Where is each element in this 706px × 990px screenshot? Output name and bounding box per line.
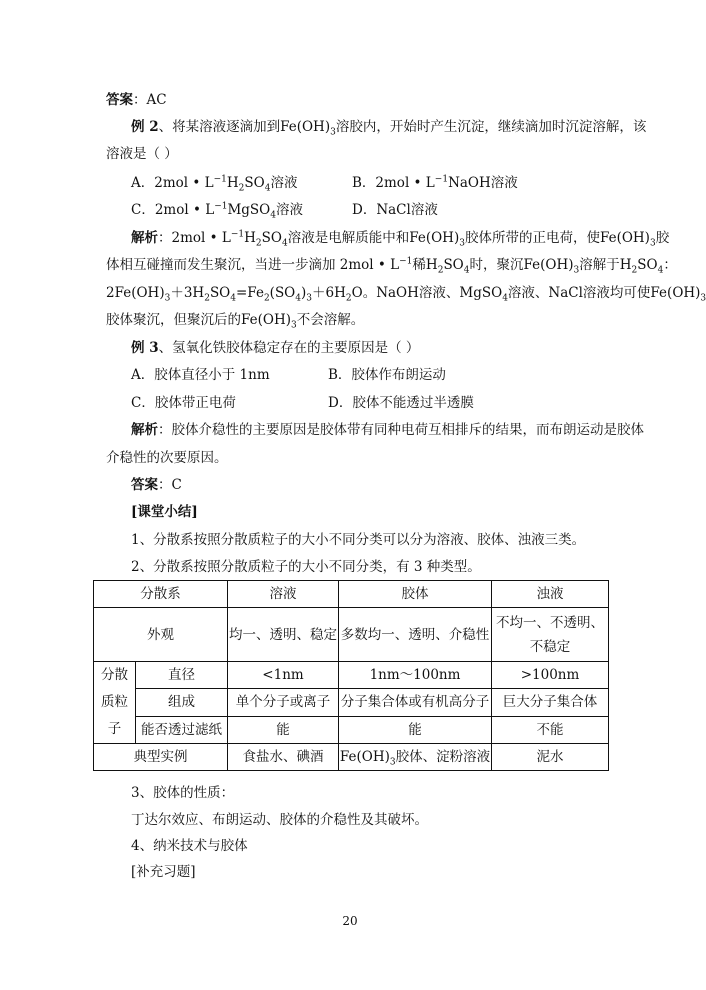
table-cell: 均一、透明、稳定 xyxy=(228,608,339,662)
subscript: 3 xyxy=(700,293,706,304)
subscript: 4 xyxy=(295,293,301,304)
analysis-2-line-2 xyxy=(106,255,677,275)
stem-text: 、将某溶液逐滴加到Fe(OH) xyxy=(158,119,331,135)
group-text: 子 xyxy=(107,721,122,737)
analysis-text: SO xyxy=(209,285,231,301)
answer-label: 答案 xyxy=(106,92,133,108)
option-a xyxy=(131,173,297,193)
option-text: 溶液 xyxy=(270,175,298,191)
subscript: 3 xyxy=(649,238,656,249)
analysis-text: ： xyxy=(663,257,677,273)
answer-sep: ： xyxy=(158,477,172,493)
row-label: 直径 xyxy=(136,662,228,689)
row-label: 外观 xyxy=(94,608,228,662)
analysis-text: SO xyxy=(637,257,658,273)
cell-text: 不稳定 xyxy=(529,638,571,655)
subscript: 3 xyxy=(306,293,313,304)
analysis-text: 2Fe(OH) xyxy=(106,285,165,301)
table-cell xyxy=(339,744,492,771)
example-label: 例 2 xyxy=(131,119,159,135)
table-cell: <1nm xyxy=(228,662,339,689)
analysis-text: 不会溶解。 xyxy=(296,312,365,328)
analysis-text: H xyxy=(244,230,256,246)
option-text: 溶液 xyxy=(275,202,303,218)
answer-value: AC xyxy=(146,92,167,108)
table-cell: 不能 xyxy=(492,716,609,743)
analysis-2-line-3 xyxy=(106,283,706,303)
table-cell: 分子集合体或有机高分子 xyxy=(339,689,492,716)
table-cell: 巨大分子集合体 xyxy=(492,689,609,716)
dispersion-system-table xyxy=(93,580,609,771)
option-text: A．2mol • L xyxy=(131,175,214,191)
subscript: 3 xyxy=(573,265,580,276)
option-b xyxy=(352,173,518,193)
answer-line xyxy=(106,90,167,110)
analysis-text: 稀H xyxy=(412,257,438,273)
option-text: MgSO xyxy=(227,202,271,218)
row-label: 组成 xyxy=(136,689,228,716)
subscript: 4 xyxy=(463,265,470,276)
table-cell: 能 xyxy=(228,716,339,743)
option-text: NaOH溶液 xyxy=(448,175,518,191)
subscript: 3 xyxy=(330,127,336,138)
cell-text: Fe(OH) xyxy=(339,749,390,765)
summary-paragraph: 4、纳米技术与胶体 xyxy=(131,838,248,854)
subscript: 2 xyxy=(238,183,245,194)
example-3-stem xyxy=(131,338,419,358)
answer-label: 答案 xyxy=(131,477,158,493)
subscript: 2 xyxy=(631,265,638,276)
table-cell: 单个分子或离子 xyxy=(228,689,339,716)
header-cell: 浊液 xyxy=(492,581,609,608)
analysis-text: ＋3H xyxy=(170,285,205,301)
header-cell: 胶体 xyxy=(339,581,492,608)
subscript: 3 xyxy=(459,238,465,249)
analysis-text: 溶解于H xyxy=(579,257,632,273)
summary-paragraph: 丁达尔效应、布朗运动、胶体的介稳性及其破坏。 xyxy=(131,812,428,828)
option-c xyxy=(131,200,303,220)
subscript: 4 xyxy=(230,293,236,304)
analysis-text: 胶体聚沉，但聚沉后的Fe(OH) xyxy=(106,312,291,328)
example-2-stem-cont: 溶液是（ ） xyxy=(106,146,178,162)
page-number: 20 xyxy=(342,914,358,928)
table-cell: 泥水 xyxy=(492,744,609,771)
analysis-text: O。NaOH溶液、MgSO xyxy=(351,285,503,301)
answer-line xyxy=(131,475,182,495)
subscript: 4 xyxy=(270,210,276,221)
analysis-text: 溶液、NaCl溶液均可使Fe(OH) xyxy=(507,285,701,301)
cell-text: 胶体、淀粉溶液 xyxy=(395,749,491,765)
option-c: C．胶体带正电荷 xyxy=(131,395,236,411)
stem-text: 、氢氧化铁胶体稳定存在的主要原因是（ ） xyxy=(158,340,420,356)
superscript: −1 xyxy=(214,201,228,212)
subscript: 2 xyxy=(437,265,444,276)
group-text: 分散 xyxy=(101,667,128,683)
table-row xyxy=(94,662,609,689)
answer-value: C xyxy=(171,477,182,493)
option-text: H xyxy=(226,175,239,191)
analysis-3-line-1 xyxy=(131,420,644,440)
table-cell: 能 xyxy=(339,716,492,743)
option-text: SO xyxy=(244,175,265,191)
section-heading: [课堂小结] xyxy=(131,504,198,520)
analysis-3-line-2: 介稳性的次要原因。 xyxy=(106,450,228,466)
option-d: D．NaCl溶液 xyxy=(352,202,438,218)
analysis-text: 体相互碰撞而发生聚沉，当进一步滴加 2mol • L xyxy=(106,257,400,273)
option-d: D．胶体不能透过半透膜 xyxy=(328,395,474,411)
summary-paragraph: 3、胶体的性质： xyxy=(131,785,235,801)
option-text: B．2mol • L xyxy=(352,175,435,191)
table-cell: 1nm～100nm xyxy=(339,662,492,689)
summary-paragraph: 2、分散系按照分散质粒子的大小不同分类，有 3 种类型。 xyxy=(131,559,481,575)
analysis-text: =Fe xyxy=(236,285,264,301)
subscript: 2 xyxy=(263,293,270,304)
header-cell: 溶液 xyxy=(228,581,339,608)
analysis-text: ) xyxy=(301,285,307,301)
analysis-label: 解析 xyxy=(131,230,158,246)
header-cell: 分散系 xyxy=(94,581,228,608)
row-label: 典型实例 xyxy=(94,744,228,771)
analysis-2-line-1 xyxy=(131,228,669,248)
superscript: −1 xyxy=(230,229,245,240)
table-cell: >100nm xyxy=(492,662,609,689)
answer-sep: ： xyxy=(133,92,147,108)
table-cell xyxy=(492,608,609,662)
analysis-text: 溶液是电解质能中和Fe(OH) xyxy=(287,230,460,246)
analysis-2-line-4 xyxy=(106,310,364,330)
option-b: B．胶体作布朗运动 xyxy=(328,367,446,383)
analysis-text: SO xyxy=(261,230,282,246)
superscript: −1 xyxy=(434,174,449,185)
subscript: 3 xyxy=(389,757,396,768)
analysis-text: 胶 xyxy=(655,230,670,246)
analysis-text: (SO xyxy=(269,285,296,301)
group-text: 质粒 xyxy=(101,694,128,710)
table-row xyxy=(94,716,609,743)
subscript: 4 xyxy=(264,183,271,194)
summary-paragraph: 1、分散系按照分散质粒子的大小不同分类可以分为溶液、胶体、浊液三类。 xyxy=(131,532,586,548)
table-cell: 食盐水、碘酒 xyxy=(228,744,339,771)
subscript: 4 xyxy=(657,265,664,276)
option-text: C．2mol • L xyxy=(131,202,215,218)
stem-text: 溶胶内，开始时产生沉淀，继续滴加时沉淀溶解，该 xyxy=(335,119,647,135)
subscript: 2 xyxy=(255,238,262,249)
analysis-text: ：2mol • L xyxy=(158,230,231,246)
option-a: A．胶体直径小于 1nm xyxy=(131,367,270,383)
subscript: 4 xyxy=(502,293,508,304)
superscript: −1 xyxy=(399,256,413,267)
subscript: 4 xyxy=(281,238,288,249)
analysis-label: 解析 xyxy=(131,422,158,438)
section-heading: [补充习题] xyxy=(131,864,196,880)
example-2-stem xyxy=(131,117,646,137)
table-row xyxy=(94,689,609,716)
analysis-text: 胶体所带的正电荷，使Fe(OH) xyxy=(464,230,650,246)
subscript: 2 xyxy=(345,293,352,304)
table-cell: 多数均一、透明、介稳性 xyxy=(339,608,492,662)
analysis-text: ＋6H xyxy=(312,285,346,301)
row-label: 能否透过滤纸 xyxy=(136,716,228,743)
table-header-row xyxy=(94,581,609,608)
table-row xyxy=(94,744,609,771)
group-label xyxy=(94,662,136,744)
superscript: −1 xyxy=(213,174,227,185)
analysis-text: 时，聚沉Fe(OH) xyxy=(469,257,574,273)
table-row xyxy=(94,608,609,662)
cell-text: 不均一、不透明、 xyxy=(496,614,604,631)
example-label: 例 3 xyxy=(131,340,159,356)
subscript: 3 xyxy=(164,293,171,304)
analysis-text: ：胶体介稳性的主要原因是胶体带有同种电荷互相排斥的结果，而布朗运动是胶体 xyxy=(158,422,644,438)
subscript: 3 xyxy=(291,320,297,331)
analysis-text: SO xyxy=(443,257,464,273)
subscript: 2 xyxy=(204,293,210,304)
